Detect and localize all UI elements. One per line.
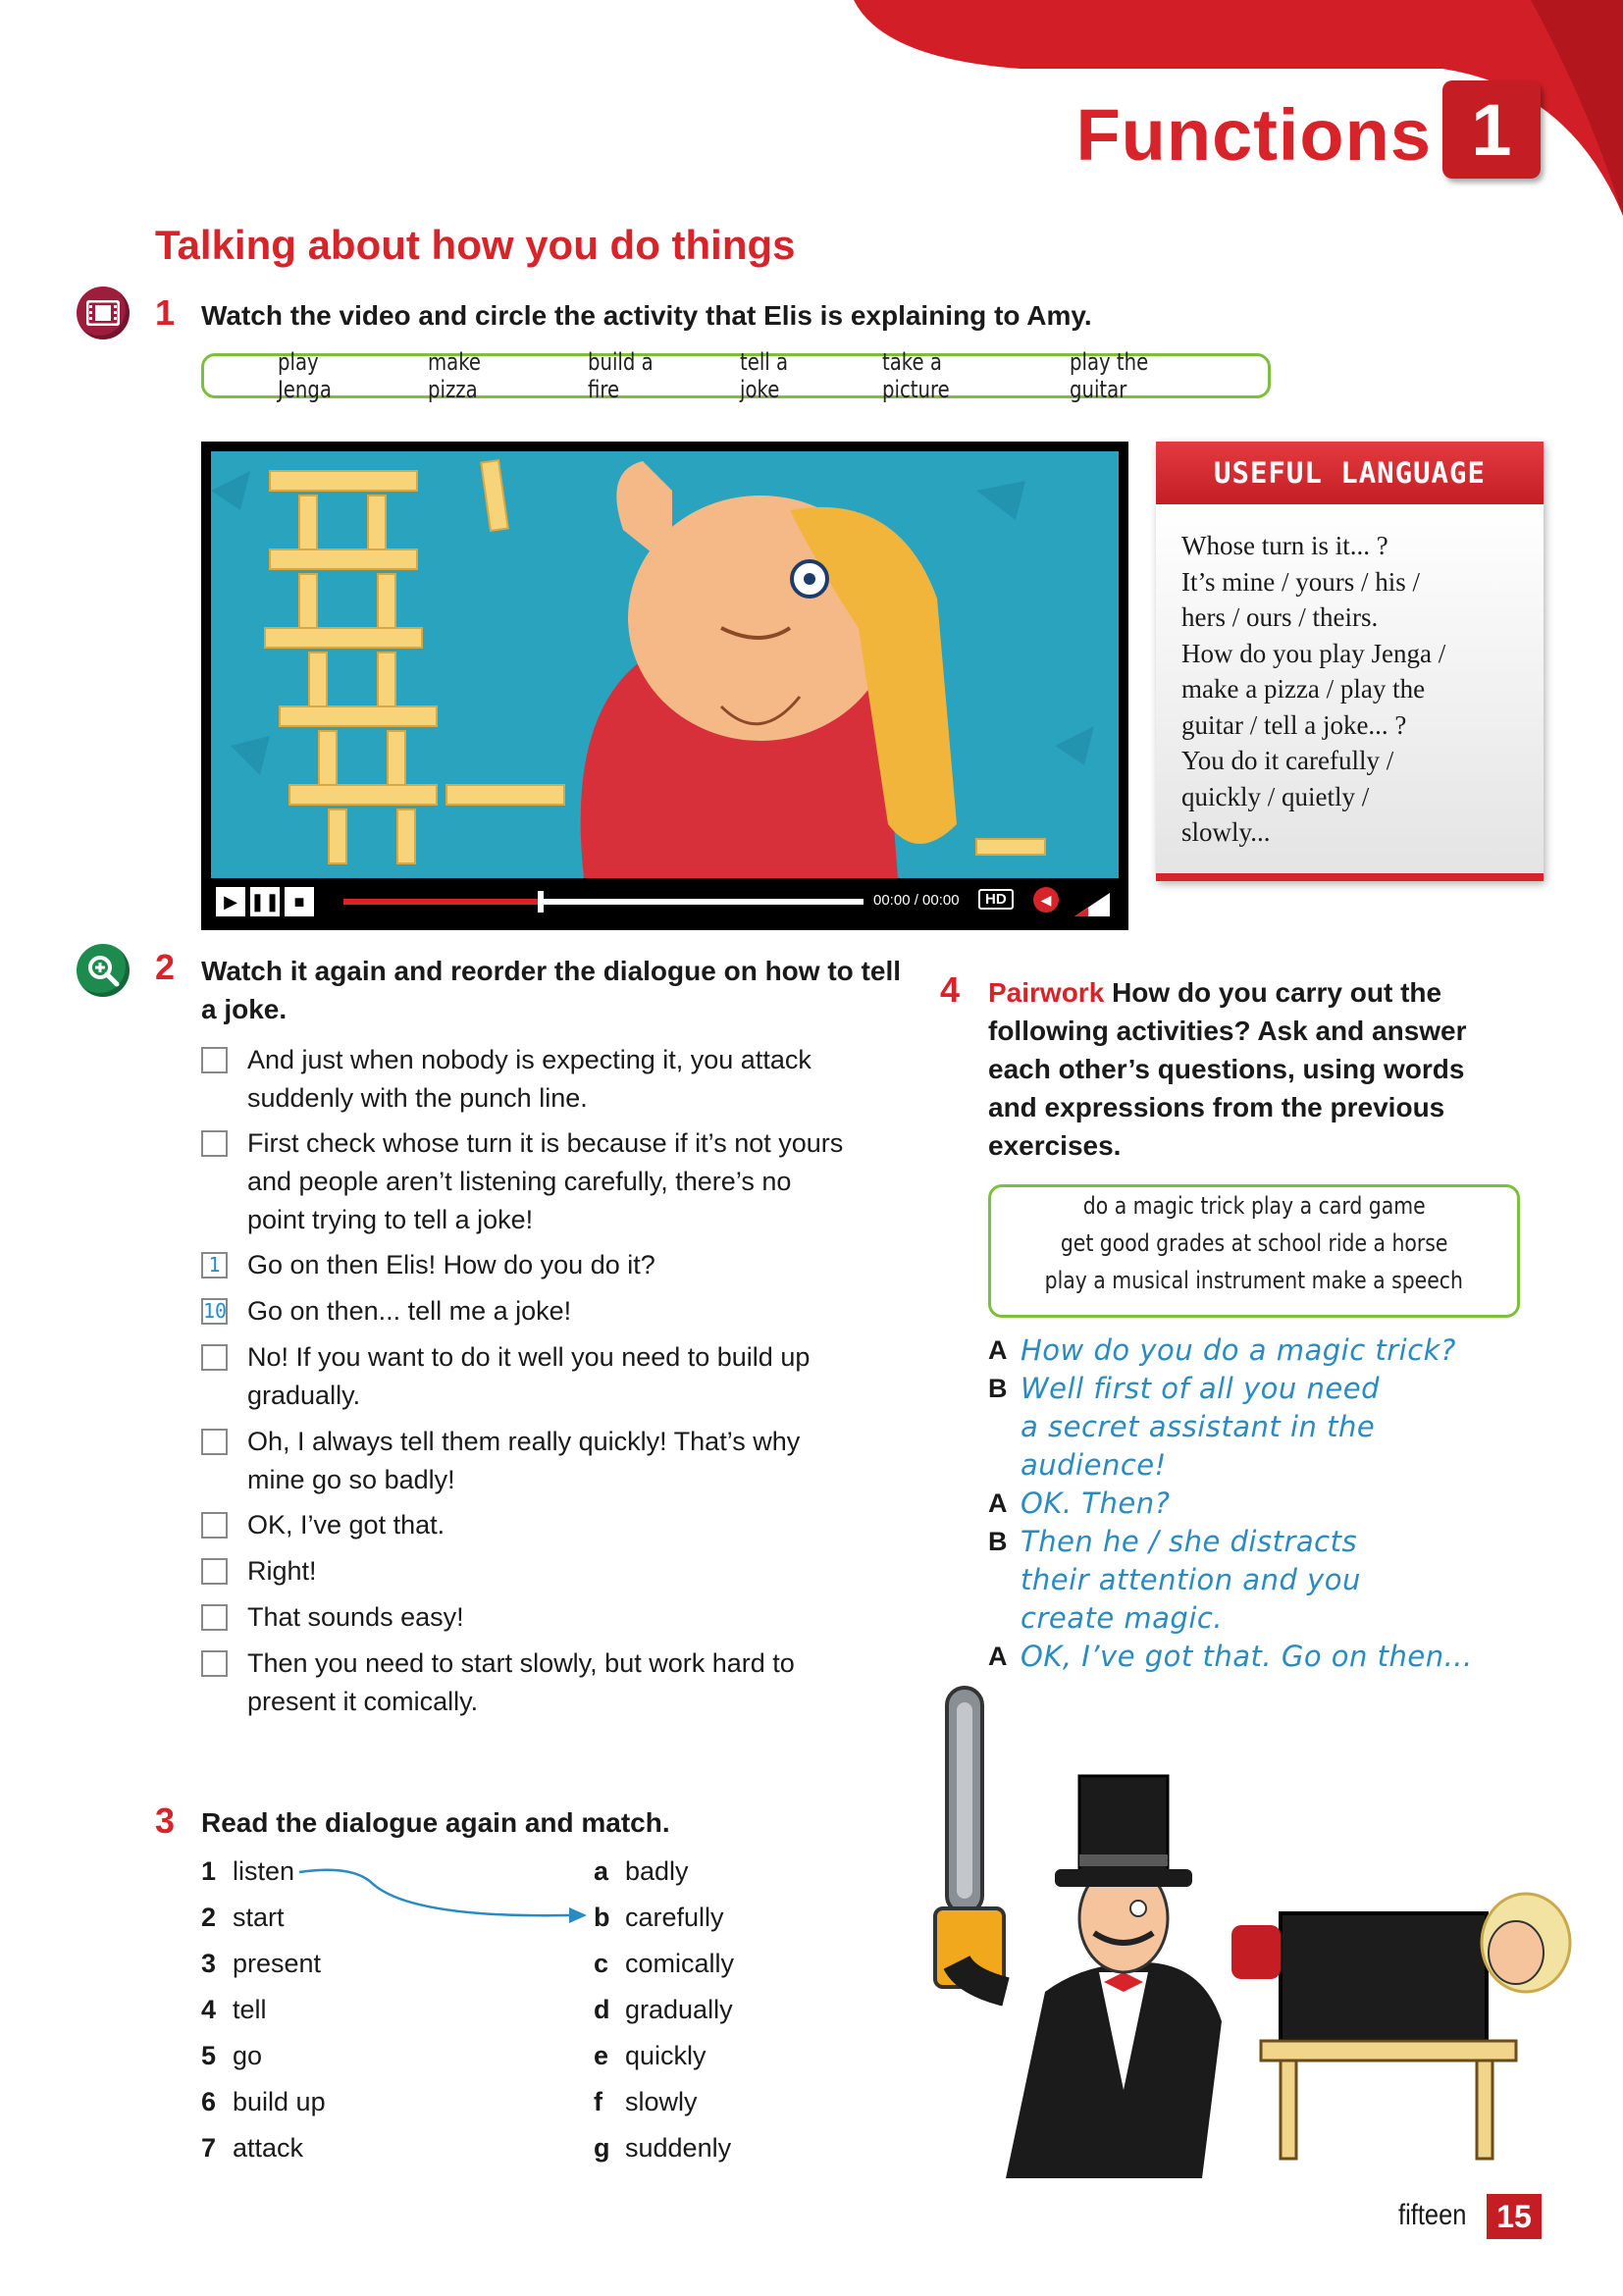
match-left-item[interactable]: 1 listen (201, 1856, 295, 1886)
video-progress-fill (343, 899, 541, 905)
match-right-item[interactable]: b carefully (594, 1903, 724, 1932)
order-box[interactable] (201, 1512, 228, 1539)
hd-button[interactable]: HD (978, 889, 1014, 910)
order-box[interactable] (201, 1650, 228, 1677)
video-frame-illustration (211, 451, 1119, 878)
activity-option[interactable]: play the guitar (1070, 348, 1149, 403)
volume-icon[interactable]: ◀ (1033, 887, 1059, 913)
page-word: fifteen (1398, 2199, 1467, 2231)
volume-level-icon[interactable] (1074, 893, 1110, 916)
useful-language-box (1156, 442, 1544, 881)
item-line: Go on then... tell me a joke! (247, 1296, 572, 1326)
item-line: First check whose turn it is because if it’s not yours (247, 1128, 844, 1158)
useful-language-line: It’s mine / yours / his / (1181, 566, 1420, 597)
useful-language-line: make a pizza / play the (1181, 674, 1426, 704)
chapter-number-badge: 1 (1442, 80, 1541, 179)
activities-box (988, 1184, 1520, 1318)
match-right-item[interactable]: d gradually (594, 1995, 733, 2024)
video-icon[interactable] (77, 287, 130, 339)
exercise-2-instruction: Watch it again and reorder the dialogue on how to tell a joke. (201, 956, 902, 1024)
useful-language-line: You do it carefully / (1181, 746, 1394, 775)
item-line: That sounds easy! (247, 1602, 464, 1632)
exercise-3-instruction: Read the dialogue again and match. (201, 1807, 670, 1838)
match-right-item[interactable]: f slowly (594, 2087, 698, 2116)
order-box[interactable]: 1 (201, 1252, 228, 1278)
match-left-item[interactable]: 7 attack (201, 2133, 304, 2163)
match-left-item[interactable]: 5 go (201, 2041, 263, 2070)
activity-option[interactable]: play Jenga (278, 348, 332, 403)
match-right-item[interactable]: g suddenly (594, 2133, 732, 2163)
order-box[interactable] (201, 1344, 228, 1371)
item-line: No! If you want to do it well you need to build up (247, 1342, 811, 1372)
activities-line: do a magic trick play a card game (1082, 1192, 1426, 1220)
pause-icon[interactable]: ❚❚ (250, 887, 280, 916)
item-line: and people aren’t listening carefully, there’s no (247, 1167, 792, 1196)
item-line: OK, I’ve got that. (247, 1510, 445, 1539)
activity-option[interactable]: take a picture (882, 348, 950, 403)
activity-option[interactable]: tell a joke (740, 348, 789, 403)
useful-language-line: slowly... (1181, 817, 1271, 847)
match-right-item[interactable]: e quickly (594, 2041, 707, 2070)
video-player[interactable] (201, 442, 1128, 930)
exercise-1-number: 1 (155, 292, 176, 333)
order-box[interactable]: 10 (203, 1299, 228, 1323)
exercise-4-instruction (988, 973, 1498, 1165)
item-line: And just when nobody is expecting it, you attack (247, 1045, 812, 1074)
exercise-2-number: 2 (155, 947, 176, 987)
item-line: Oh, I always tell them really quickly! That’s why (247, 1427, 801, 1456)
match-left-item[interactable]: 4 tell (201, 1995, 267, 2024)
play-icon[interactable]: ▶ (216, 887, 245, 916)
stop-icon[interactable]: ■ (285, 887, 314, 916)
item-line: Right! (247, 1556, 317, 1586)
match-right-item[interactable]: a badly (594, 1856, 689, 1886)
item-line: mine go so badly! (247, 1465, 455, 1494)
item-line: Go on then Elis! How do you do it? (247, 1250, 655, 1279)
item-line: suddenly with the punch line. (247, 1083, 588, 1113)
pairwork-label: Pairwork (988, 977, 1105, 1008)
video-progress-knob[interactable] (538, 891, 544, 913)
useful-language-line: How do you play Jenga / (1181, 638, 1446, 668)
item-line: gradually. (247, 1381, 361, 1410)
item-line: present it comically. (247, 1687, 479, 1716)
exercise-1-instruction: Watch the video and circle the activity that Elis is explaining to Amy. (201, 300, 1092, 331)
activities-line: get good grades at school ride a horse (1060, 1229, 1448, 1257)
order-box[interactable] (201, 1130, 228, 1157)
useful-language-line: quickly / quietly / (1181, 781, 1370, 811)
useful-language-line: guitar / tell a joke... ? (1181, 709, 1407, 740)
section-title: Talking about how you do things (155, 222, 796, 268)
item-line: Then you need to start slowly, but work hard to (247, 1648, 795, 1678)
zoom-icon[interactable] (77, 944, 130, 997)
match-example-arrow (294, 1864, 599, 1933)
chapter-title: Functions (1075, 94, 1432, 176)
order-box[interactable] (201, 1558, 228, 1585)
video-controls (211, 881, 1119, 922)
activity-options-box (201, 348, 1271, 403)
page-number-badge: 15 (1487, 2194, 1542, 2239)
order-box[interactable] (201, 1047, 228, 1073)
video-progress-bar[interactable] (343, 899, 864, 905)
match-right-item[interactable]: c comically (594, 1949, 735, 1978)
match-left-item[interactable]: 2 start (201, 1903, 285, 1932)
order-box[interactable] (201, 1604, 228, 1631)
match-left-item[interactable]: 6 build up (201, 2087, 326, 2116)
item-line: point trying to tell a joke! (247, 1205, 534, 1234)
activities-line: play a musical instrument make a speech (1044, 1267, 1464, 1294)
video-time-readout: 00:00 / 00:00 (873, 892, 960, 909)
useful-language-heading: USEFUL LANGUAGE (1156, 442, 1544, 504)
activity-option[interactable]: build a fire (587, 348, 654, 403)
exercise-3-number: 3 (155, 1800, 176, 1841)
match-left-item[interactable]: 3 present (201, 1949, 322, 1978)
magician-illustration (888, 1668, 1595, 2178)
useful-language-line: hers / ours / theirs. (1181, 602, 1379, 632)
useful-language-line: Whose turn is it... ? (1181, 531, 1388, 560)
exercise-4-instruction-text: How do you carry out the following activities? Ask and answer each other’s questions, using words and expressions from the previous exercises. (988, 977, 1467, 1161)
exercise-4-number: 4 (940, 969, 961, 1010)
order-box[interactable] (201, 1429, 228, 1455)
useful-language-body (1156, 504, 1544, 873)
activity-option[interactable]: make pizza (428, 348, 482, 403)
